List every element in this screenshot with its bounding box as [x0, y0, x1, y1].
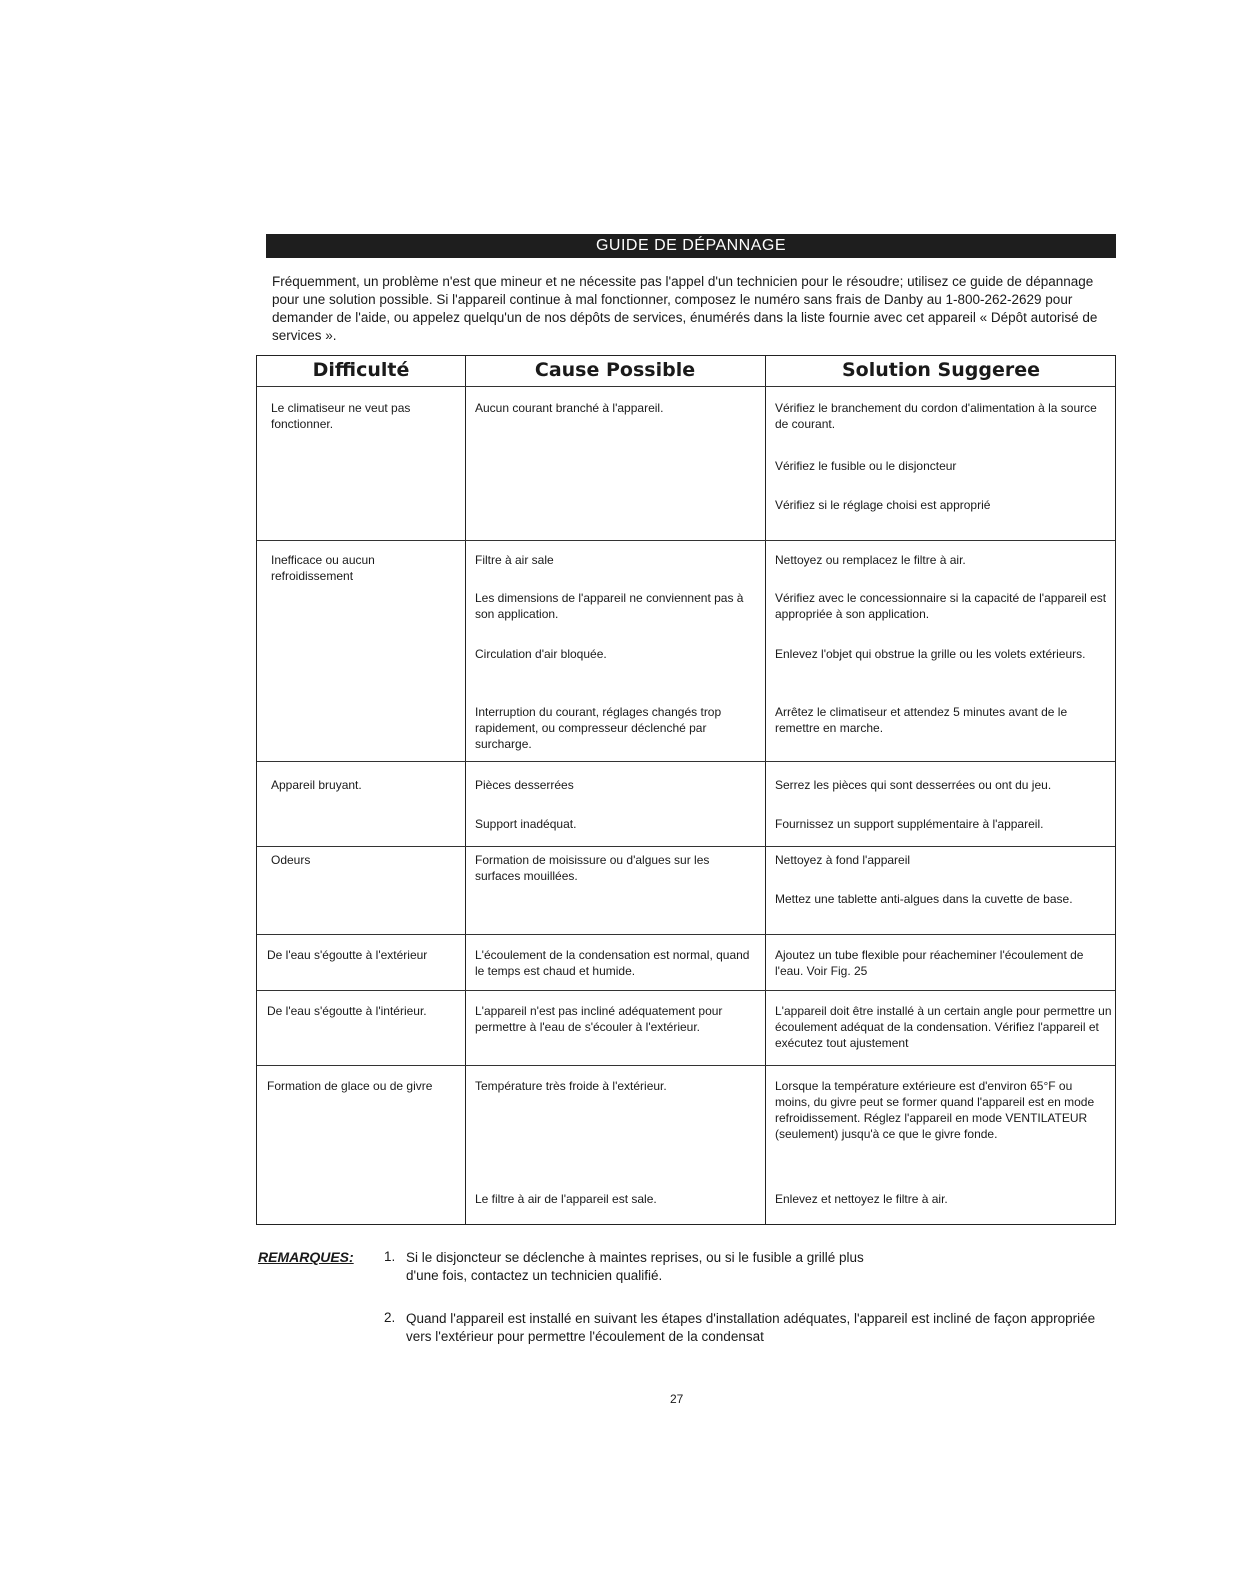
cause-cell: Circulation d'air bloquée.	[475, 647, 607, 661]
header-difficulty: Difficulté	[312, 359, 410, 381]
note-number: 2.	[384, 1310, 396, 1325]
solution-cell: Enlevez et nettoyez le filtre à air.	[775, 1192, 948, 1206]
difficulty-cell: Le climatiseur ne veut pas fonctionner.	[271, 401, 411, 431]
intro-paragraph: Fréquemment, un problème n'est que mineur et ne nécessite pas l'appel d'un technicien pour le résoudre; utilisez ce guide de dépannage pour une solution possible. Si l'appareil continue à mal fonctionner, composez le numéro sans frais de Danby au 1-800-262-2629 pour demander de l'aide, ou appelez quelqu'un de nos dépôts de services, énumérés dans la liste fournie avec cet appareil « Dépôt autorisé de services ».	[272, 274, 1098, 343]
cause-cell: Le filtre à air de l'appareil est sale.	[475, 1192, 657, 1206]
solution-cell: Nettoyez ou remplacez le filtre à air.	[775, 553, 966, 567]
solution-cell: Enlevez l'objet qui obstrue la grille ou les volets extérieurs.	[775, 647, 1086, 661]
cause-cell: Aucun courant branché à l'appareil.	[475, 401, 664, 415]
solution-cell: Nettoyez à fond l'appareil	[775, 853, 911, 867]
column-divider	[465, 356, 466, 1224]
row-separator	[257, 1065, 1115, 1066]
cause-cell: L'écoulement de la condensation est normal, quand le temps est chaud et humide.	[475, 948, 750, 978]
cause-cell: Les dimensions de l'appareil ne conviennent pas à son application.	[475, 591, 744, 621]
solution-cell: Vérifiez le fusible ou le disjoncteur	[775, 459, 957, 473]
solution-cell: Arrêtez le climatiseur et attendez 5 minutes avant de le remettre en marche.	[775, 705, 1068, 735]
solution-cell: Vérifiez avec le concessionnaire si la capacité de l'appareil est appropriée à son application.	[775, 591, 1107, 621]
note-text: Quand l'appareil est installé en suivant les étapes d'installation adéquates, l'appareil est incliné de façon appropriée vers l'extérieur pour permettre l'écoulement de la condensat	[406, 1311, 1096, 1344]
row-separator	[257, 540, 1115, 541]
solution-cell: Fournissez un support supplémentaire à l'appareil.	[775, 817, 1044, 831]
cause-cell: Température très froide à l'extérieur.	[475, 1079, 667, 1093]
difficulty-cell: Formation de glace ou de givre	[267, 1079, 433, 1093]
header-separator	[257, 386, 1115, 387]
troubleshooting-table	[256, 355, 1116, 1225]
solution-cell: L'appareil doit être installé à un certain angle pour permettre un écoulement adéquat de la condensation. Vérifiez l'appareil et exécutez tout ajustement	[775, 1004, 1112, 1050]
row-separator	[257, 846, 1115, 847]
row-separator	[257, 990, 1115, 991]
remarks-label: REMARQUES:	[258, 1249, 354, 1265]
difficulty-cell: Inefficace ou aucun refroidissement	[271, 553, 375, 583]
solution-cell: Vérifiez si le réglage choisi est approprié	[775, 498, 991, 512]
difficulty-cell: De l'eau s'égoutte à l'extérieur	[267, 948, 428, 962]
row-separator	[257, 761, 1115, 762]
note-text: Si le disjoncteur se déclenche à maintes reprises, ou si le fusible a grillé plus d'une fois, contactez un technicien qualifié.	[406, 1250, 864, 1283]
column-divider	[765, 356, 766, 1224]
solution-cell: Lorsque la température extérieure est d'environ 65°F ou moins, du givre peut se former quand l'appareil est en mode refroidissement. Réglez l'appareil en mode VENTILATEUR (seulement) jusqu'à ce que le givre fonde.	[775, 1079, 1095, 1141]
cause-cell: Interruption du courant, réglages changés trop rapidement, ou compresseur déclenché par surcharge.	[475, 705, 722, 751]
row-separator	[257, 934, 1115, 935]
solution-cell: Ajoutez un tube flexible pour réacheminer l'écoulement de l'eau. Voir Fig. 25	[775, 948, 1084, 978]
section-banner	[266, 234, 1116, 258]
solution-cell: Mettez une tablette anti-algues dans la cuvette de base.	[775, 892, 1073, 906]
difficulty-cell: Odeurs	[271, 853, 311, 867]
difficulty-cell: De l'eau s'égoutte à l'intérieur.	[267, 1004, 427, 1018]
note-number: 1.	[384, 1249, 396, 1264]
header-cause: Cause Possible	[534, 359, 696, 381]
header-solution: Solution Suggeree	[841, 359, 1040, 381]
difficulty-cell: Appareil bruyant.	[271, 778, 362, 792]
cause-cell: L'appareil n'est pas incliné adéquatement pour permettre à l'eau de s'écouler à l'extérieur.	[475, 1004, 723, 1034]
cause-cell: Pièces desserrées	[475, 778, 574, 792]
cause-cell: Filtre à air sale	[475, 553, 554, 567]
page-number: 27	[670, 1392, 684, 1406]
cause-cell: Support inadéquat.	[475, 817, 577, 831]
cause-cell: Formation de moisissure ou d'algues sur les surfaces mouillées.	[475, 853, 710, 883]
section-title: GUIDE DE DÉPANNAGE	[595, 237, 787, 254]
solution-cell: Serrez les pièces qui sont desserrées ou ont du jeu.	[775, 778, 1052, 792]
solution-cell: Vérifiez le branchement du cordon d'alimentation à la source de courant.	[775, 401, 1097, 431]
